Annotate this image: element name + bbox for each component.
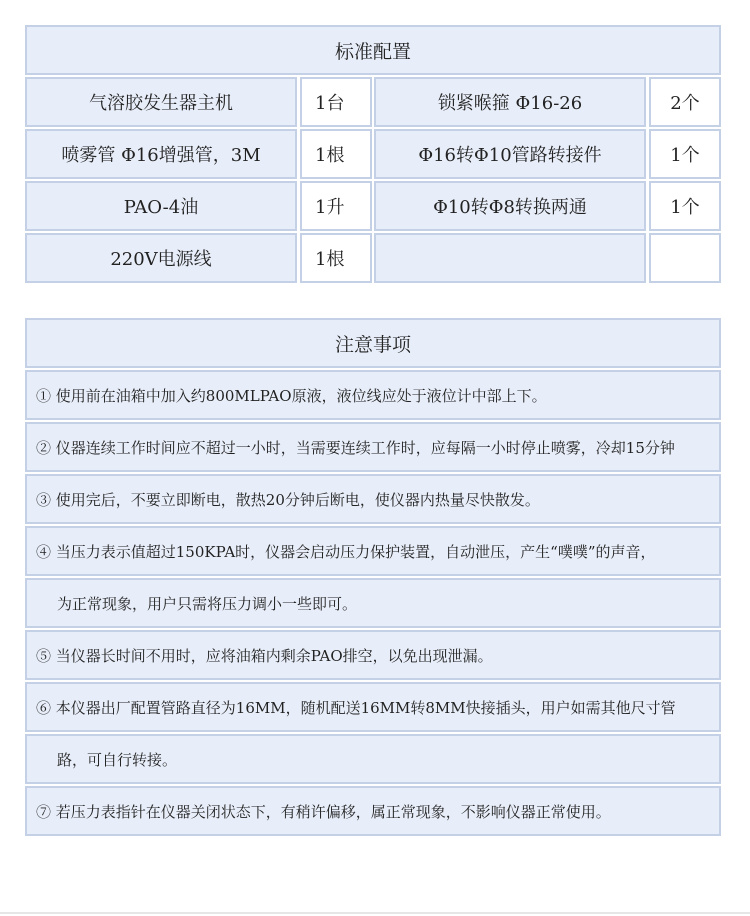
- note-line: ③ 使用完后，不要立即断电，散热20分钟后断电，使仪器内热量尽快散发。: [25, 474, 721, 524]
- note-line: ⑥ 本仪器出厂配置管路直径为16MM，随机配送16MM转8MM快接插头，用户如需其他尺寸管: [25, 682, 721, 732]
- note-line: ④ 当压力表示值超过150KPA时，仪器会启动压力保护装置，自动泄压，产生“噗噗”的声音，: [25, 526, 721, 576]
- config-qty: 1个: [649, 181, 721, 231]
- config-item: 气溶胶发生器主机: [25, 77, 297, 127]
- note-line: ⑦ 若压力表指针在仪器关闭状态下，有稍许偏移，属正常现象，不影响仪器正常使用。: [25, 786, 721, 836]
- config-qty: 1根: [300, 233, 372, 283]
- config-item: [374, 233, 646, 283]
- notes-title: 注意事项: [25, 318, 721, 368]
- config-qty: 1升: [300, 181, 372, 231]
- config-item: Φ16转Φ10管路转接件: [374, 129, 646, 179]
- config-title: 标准配置: [25, 25, 721, 75]
- config-item: Φ10转Φ8转换两通: [374, 181, 646, 231]
- config-qty: 2个: [649, 77, 721, 127]
- config-qty: [649, 233, 721, 283]
- note-line: ⑤ 当仪器长时间不用时，应将油箱内剩余PAO排空，以免出现泄漏。: [25, 630, 721, 680]
- config-qty: 1个: [649, 129, 721, 179]
- config-item: 220V电源线: [25, 233, 297, 283]
- config-qty: 1台: [300, 77, 372, 127]
- config-qty: 1根: [300, 129, 372, 179]
- config-item: PAO-4油: [25, 181, 297, 231]
- config-item: 锁紧喉箍 Φ16-26: [374, 77, 646, 127]
- note-line-continuation: 为正常现象，用户只需将压力调小一些即可。: [25, 578, 721, 628]
- note-line-continuation: 路，可自行转接。: [25, 734, 721, 784]
- bottom-divider: [0, 912, 750, 914]
- config-item: 喷雾管 Φ16增强管，3M: [25, 129, 297, 179]
- note-line: ② 仪器连续工作时间应不超过一小时，当需要连续工作时，应每隔一小时停止喷雾，冷却15分钟: [25, 422, 721, 472]
- note-line: ① 使用前在油箱中加入约800MLPAO原液，液位线应处于液位计中部上下。: [25, 370, 721, 420]
